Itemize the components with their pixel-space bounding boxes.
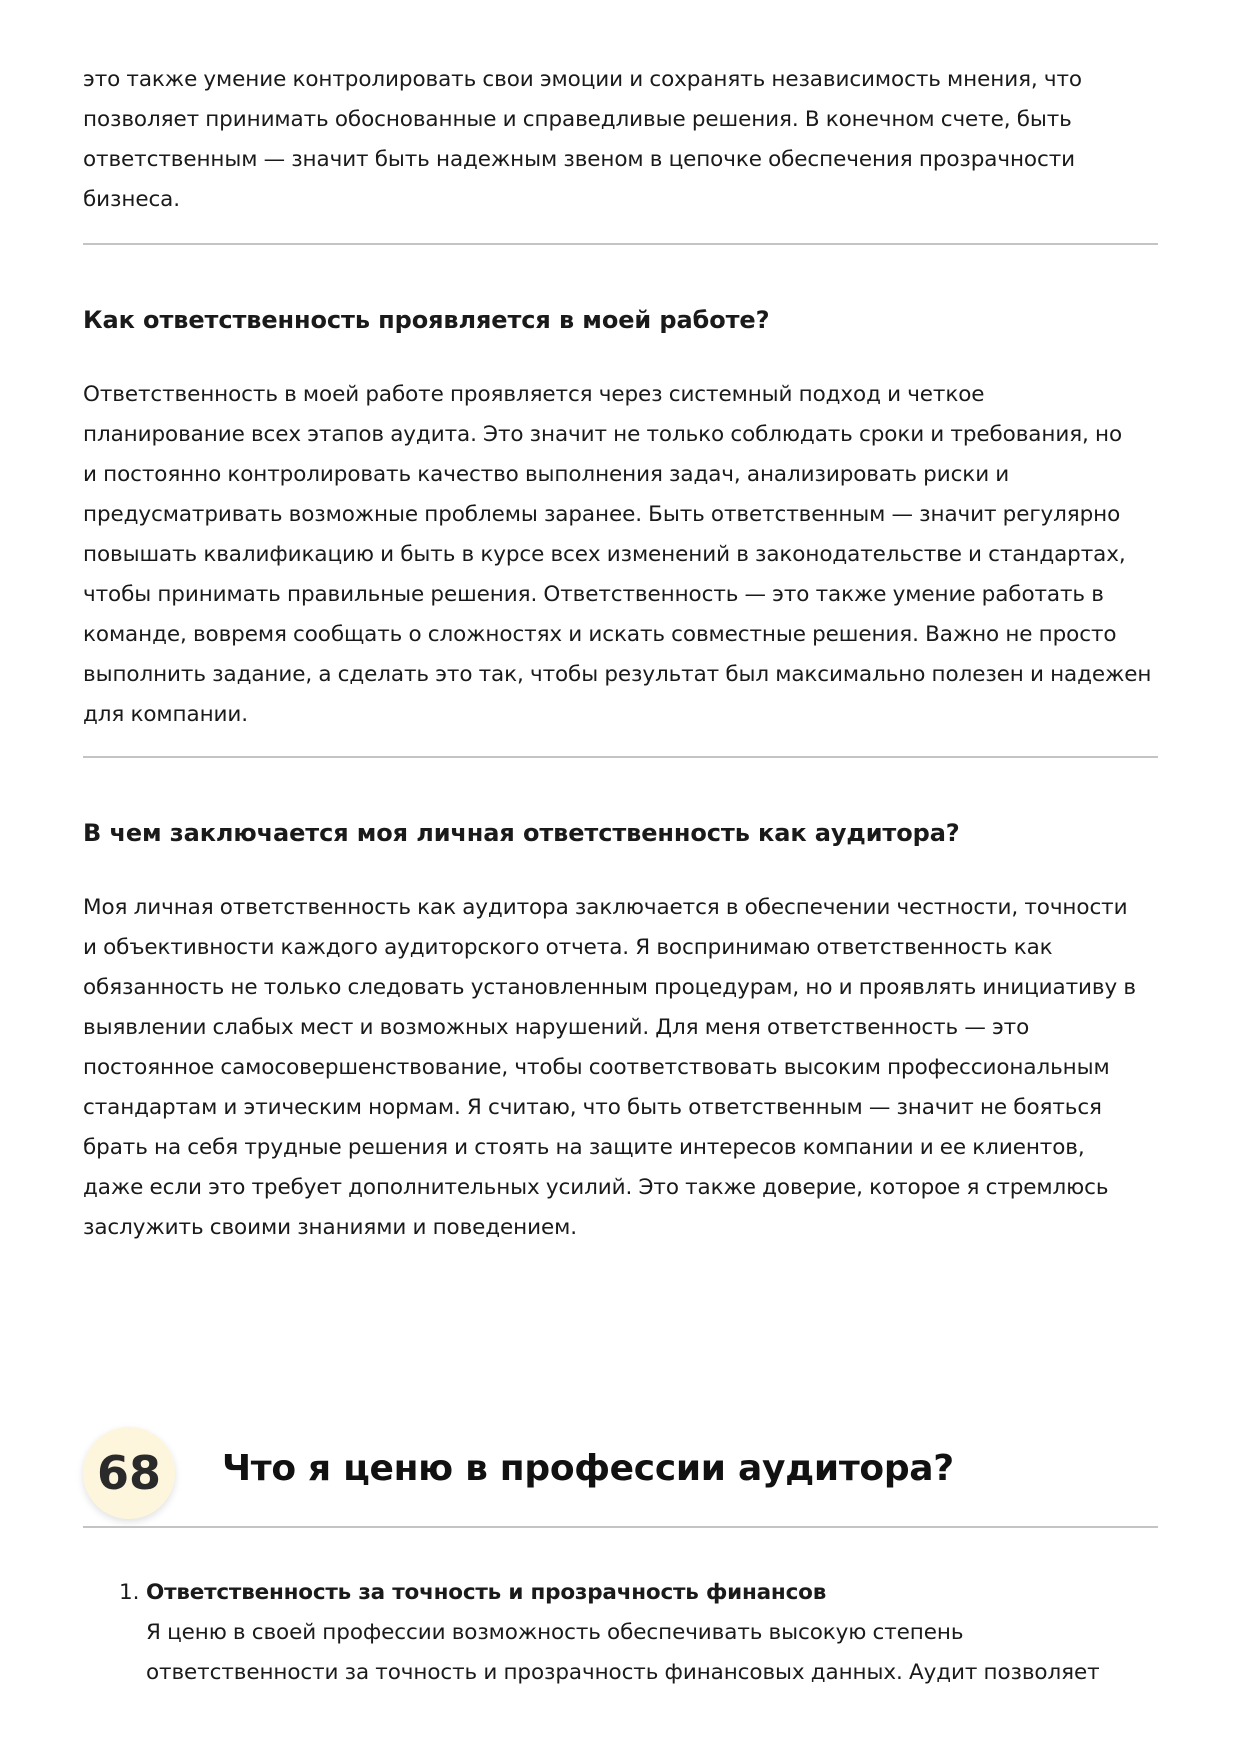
section-heading: Как ответственность проявляется в моей работе? [83,306,770,334]
list-item-number: 1. [119,1580,140,1605]
text-line: постоянное самосовершенствование, чтобы соответствовать высоким профессиональным [83,1055,1110,1080]
text-line: это также умение контролировать свои эмоции и сохранять независимость мнения, что [83,67,1082,92]
text-line: и объективности каждого аудиторского отчета. Я воспринимаю ответственность как [83,935,1053,960]
text-line: планирование всех этапов аудита. Это значит не только соблюдать сроки и требования, но [83,422,1123,447]
text-line: обязанность не только следовать установленным процедурам, но и проявлять инициативу в [83,975,1136,1000]
text-line: для компании. [83,702,249,727]
text-line: Ответственность в моей работе проявляется через системный подход и четкое [83,382,985,407]
section-paragraph [83,888,1136,1248]
list-item-heading: Ответственность за точность и прозрачность финансов [146,1580,827,1605]
section-divider [83,243,1158,245]
chapter-divider [83,1526,1158,1528]
text-line: позволяет принимать обоснованные и справедливые решения. В конечном счете, быть [83,107,1072,132]
text-line: повышать квалификацию и быть в курсе всех изменений в законодательстве и стандартах, [83,542,1126,567]
text-line: бизнеса. [83,187,180,212]
text-line: Я ценю в своей профессии возможность обеспечивать высокую степень [146,1620,964,1645]
text-line: предусматривать возможные проблемы заранее. Быть ответственным — значит регулярно [83,502,1121,527]
text-line: брать на себя трудные решения и стоять на защите интересов компании и ее клиентов, [83,1135,1085,1160]
text-line: даже если это требует дополнительных усилий. Это также доверие, которое я стремлюсь [83,1175,1109,1200]
text-line: ответственным — значит быть надежным звеном в цепочке обеспечения прозрачности [83,147,1076,172]
chapter-number-badge: 68 [83,1427,175,1519]
text-line: чтобы принимать правильные решения. Ответственность — это также умение работать в [83,582,1104,607]
text-line: Моя личная ответственность как аудитора заключается в обеспечении честности, точности [83,895,1128,920]
text-line: заслужить своими знаниями и поведением. [83,1215,577,1240]
text-line: стандартам и этическим нормам. Я считаю, что быть ответственным — значит не бояться [83,1095,1102,1120]
section-heading: В чем заключается моя личная ответственность как аудитора? [83,819,960,847]
section-paragraph [83,375,1151,735]
text-line: ответственности за точность и прозрачность финансовых данных. Аудит позволяет [146,1660,1100,1685]
intro-paragraph [83,60,1082,220]
text-line: выполнить задание, а сделать это так, чтобы результат был максимально полезен и надежен [83,662,1152,687]
text-line: и постоянно контролировать качество выполнения задач, анализировать риски и [83,462,1010,487]
list-item-body [146,1573,1158,1693]
chapter-title: Что я ценю в профессии аудитора? [222,1448,954,1489]
text-line: команде, вовремя сообщать о сложностях и искать совместные решения. Важно не просто [83,622,1117,647]
text-line: выявлении слабых мест и возможных нарушений. Для меня ответственность — это [83,1015,1030,1040]
section-divider [83,756,1158,758]
